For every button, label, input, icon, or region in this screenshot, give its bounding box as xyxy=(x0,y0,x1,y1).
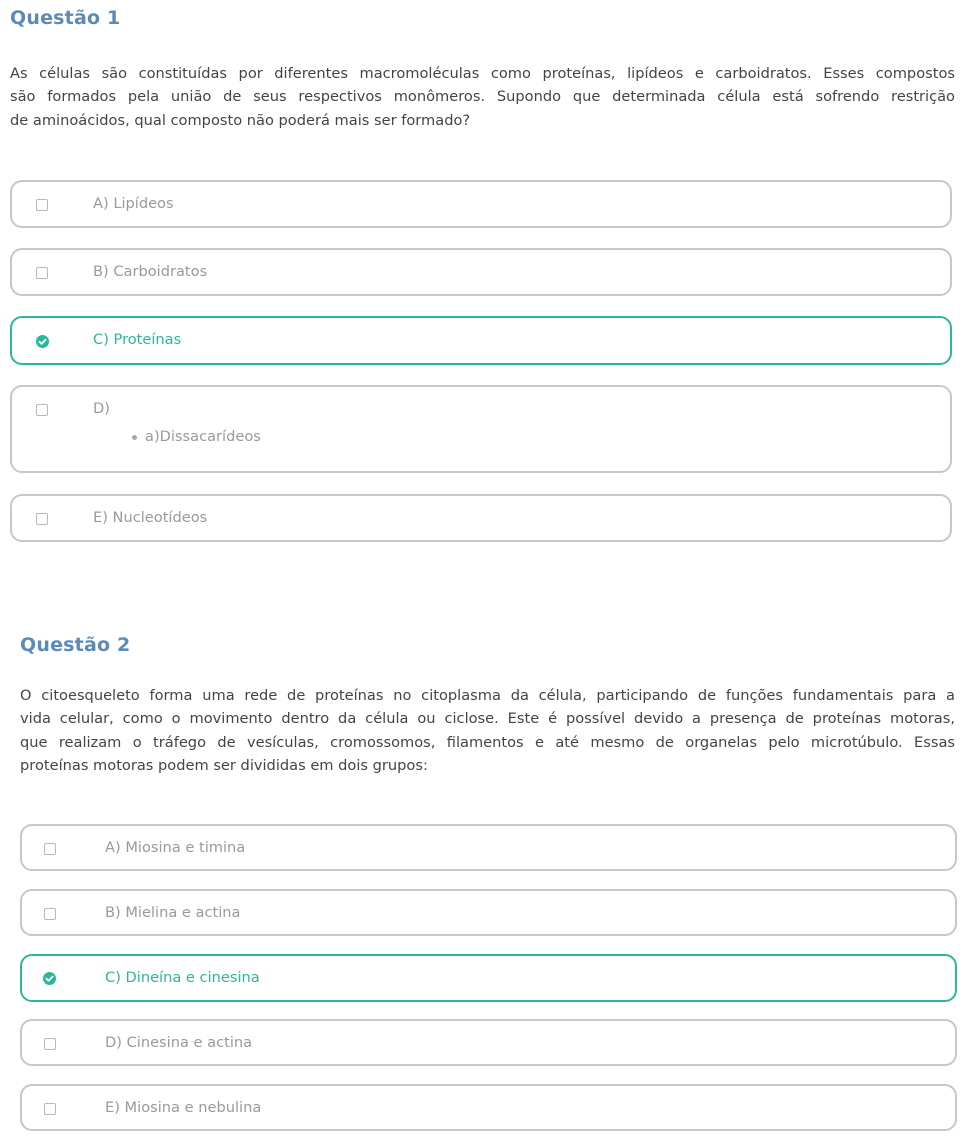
check-circle-icon[interactable] xyxy=(43,972,56,985)
q1-option-c[interactable] xyxy=(10,316,952,365)
q2-option-e[interactable] xyxy=(20,1084,957,1131)
q1-option-a[interactable] xyxy=(10,180,952,228)
option-label: D) xyxy=(93,400,110,417)
checkbox-icon[interactable] xyxy=(44,908,56,920)
option-label: D) Cinesina e actina xyxy=(105,1034,253,1051)
check-circle-icon[interactable] xyxy=(36,335,49,348)
option-label: A) Miosina e timina xyxy=(105,839,246,856)
question-1-title: Questão 1 xyxy=(10,7,121,29)
question-1-text xyxy=(10,62,955,132)
question-2-line: O citoesqueleto forma uma rede de proteínas no citoplasma da célula, participando de funções fundamentais para a xyxy=(20,687,955,704)
q1-option-b[interactable] xyxy=(10,248,952,296)
question-2-title: Questão 2 xyxy=(20,634,131,656)
checkbox-icon[interactable] xyxy=(36,513,48,525)
option-label: B) Mielina e actina xyxy=(105,904,241,921)
bullet-icon xyxy=(132,435,137,440)
checkbox-icon[interactable] xyxy=(36,267,48,279)
option-label: E) Miosina e nebulina xyxy=(105,1099,262,1116)
option-label: B) Carboidratos xyxy=(93,263,208,280)
option-label: C) Dineína e cinesina xyxy=(105,969,260,986)
q2-option-b[interactable] xyxy=(20,889,957,936)
checkbox-icon[interactable] xyxy=(44,1038,56,1050)
question-2-line: proteínas motoras podem ser divididas em dois grupos: xyxy=(20,756,428,774)
option-label: A) Lipídeos xyxy=(93,195,174,212)
option-sub-item: a)Dissacarídeos xyxy=(145,428,261,445)
checkbox-icon[interactable] xyxy=(36,404,48,416)
question-1-line: de aminoácidos, qual composto não poderá mais ser formado? xyxy=(10,111,471,129)
q1-option-e[interactable] xyxy=(10,494,952,542)
option-label: E) Nucleotídeos xyxy=(93,509,208,526)
question-2-line: vida celular, como o movimento dentro da célula ou ciclose. Este é possível devido a presença de proteínas motoras, xyxy=(20,710,955,728)
q2-option-a[interactable] xyxy=(20,824,957,871)
option-label: C) Proteínas xyxy=(93,331,182,348)
question-2-line: que realizam o tráfego de vesículas, cromossomos, filamentos e até mesmo de organelas pelo microtúbulo. Essas xyxy=(20,733,955,751)
checkbox-icon[interactable] xyxy=(44,1103,56,1115)
question-1-line: As células são constituídas por diferentes macromoléculas como proteínas, lipídeos e carboidratos. Esses compostos xyxy=(10,65,955,82)
q1-option-d[interactable] xyxy=(10,385,952,473)
checkbox-icon[interactable] xyxy=(36,199,48,211)
question-2-text xyxy=(20,684,955,777)
q2-option-d[interactable] xyxy=(20,1019,957,1066)
q2-option-c[interactable] xyxy=(20,954,957,1002)
question-1-line: são formados pela união de seus respectivos monômeros. Supondo que determinada célula está sofrendo restrição xyxy=(10,88,955,106)
checkbox-icon[interactable] xyxy=(44,843,56,855)
